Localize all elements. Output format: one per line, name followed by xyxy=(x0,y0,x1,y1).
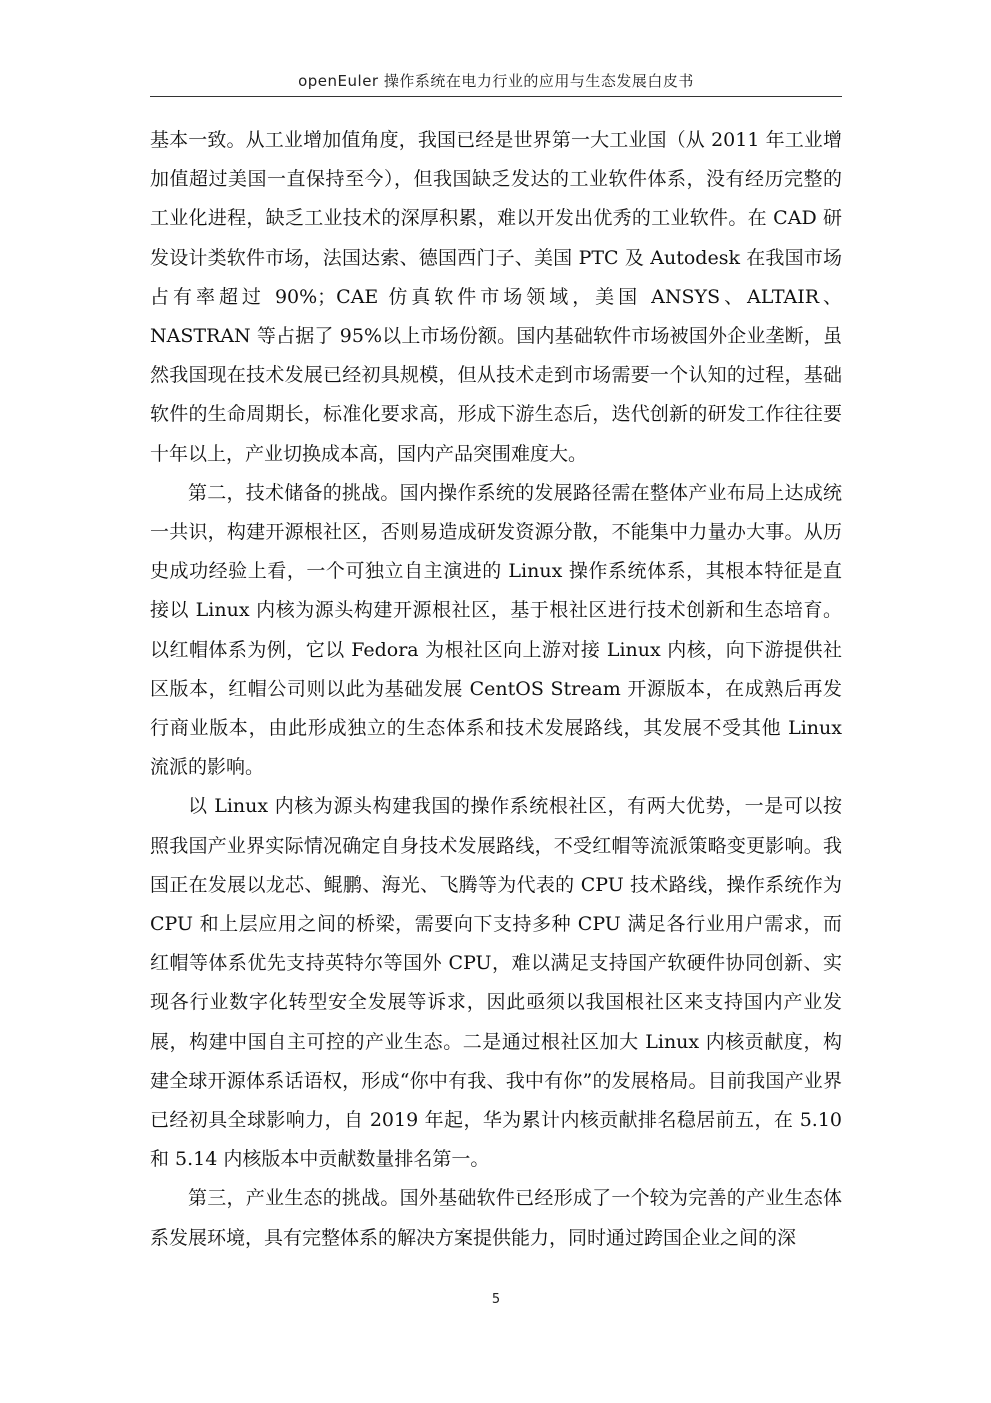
paragraph-4: 第三，产业生态的挑战。国外基础软件已经形成了一个较为完善的产业生态体系发展环境，具有完整体系的解决方案提供能力，同时通过跨国企业之间的深 xyxy=(150,1187,842,1249)
header-divider xyxy=(150,96,842,97)
running-header-title: openEuler 操作系统在电力行业的应用与生态发展白皮书 xyxy=(298,72,694,90)
paragraph-2: 第二，技术储备的挑战。国内操作系统的发展路径需在整体产业布局上达成统一共识，构建开源根社区，否则易造成研发资源分散，不能集中力量办大事。从历史成功经验上看，一个可独立自主演进的 Linux 操作系统体系，其根本特征是直接以 Linux 内核为源头构建开源根社区，基于根社区进行技术创新和生态培育。以红帽体系为例，它以 Fedora 为根社区向上游对接 Linux 内核，向下游提供社区版本，红帽公司则以此为基础发展 CentOS Stream 开源版本，在成熟后再发行商业版本，由此形成独立的生态体系和技术发展路线，其发展不受其他 Linux 流派的影响。 xyxy=(150,481,842,779)
paragraph-3: 以 Linux 内核为源头构建我国的操作系统根社区，有两大优势，一是可以按照我国产业界实际情况确定自身技术发展路线，不受红帽等流派策略变更影响。我国正在发展以龙芯、鲲鹏、海光、飞腾等为代表的 CPU 技术路线，操作系统作为 CPU 和上层应用之间的桥梁，需要向下支持多种 CPU 满足各行业用户需求，而红帽等体系优先支持英特尔等国外 CPU，难以满足支持国产软硬件协同创新、实现各行业数字化转型安全发展等诉求，因此亟须以我国根社区来支持国内产业发展，构建中国自主可控的产业生态。二是通过根社区加大 Linux 内核贡献度，构建全球开源体系话语权，形成“你中有我、我中有你”的发展格局。目前我国产业界已经初具全球影响力，自 2019 年起，华为累计内核贡献排名稳居前五，在 5.10 和 5.14 内核版本中贡献数量排名第一。 xyxy=(150,795,842,1171)
body-text xyxy=(150,121,842,1258)
page-number: 5 xyxy=(491,1292,501,1307)
paragraph-1: 基本一致。从工业增加值角度，我国已经是世界第一大工业国（从 2011 年工业增加值超过美国一直保持至今），但我国缺乏发达的工业软件体系，没有经历完整的工业化进程，缺乏工业技术的深厚积累，难以开发出优秀的工业软件。在 CAD 研发设计类软件市场，法国达索、德国西门子、美国 PTC 及 Autodesk 在我国市场占有率超过 90%；CAE 仿真软件市场领域，美国 ANSYS、ALTAIR、NASTRAN 等占据了 95%以上市场份额。国内基础软件市场被国外企业垄断，虽然我国现在技术发展已经初具规模，但从技术走到市场需要一个认知的过程，基础软件的生命周期长，标准化要求高，形成下游生态后，迭代创新的研发工作往往要十年以上，产业切换成本高，国内产品突围难度大。 xyxy=(150,129,842,465)
